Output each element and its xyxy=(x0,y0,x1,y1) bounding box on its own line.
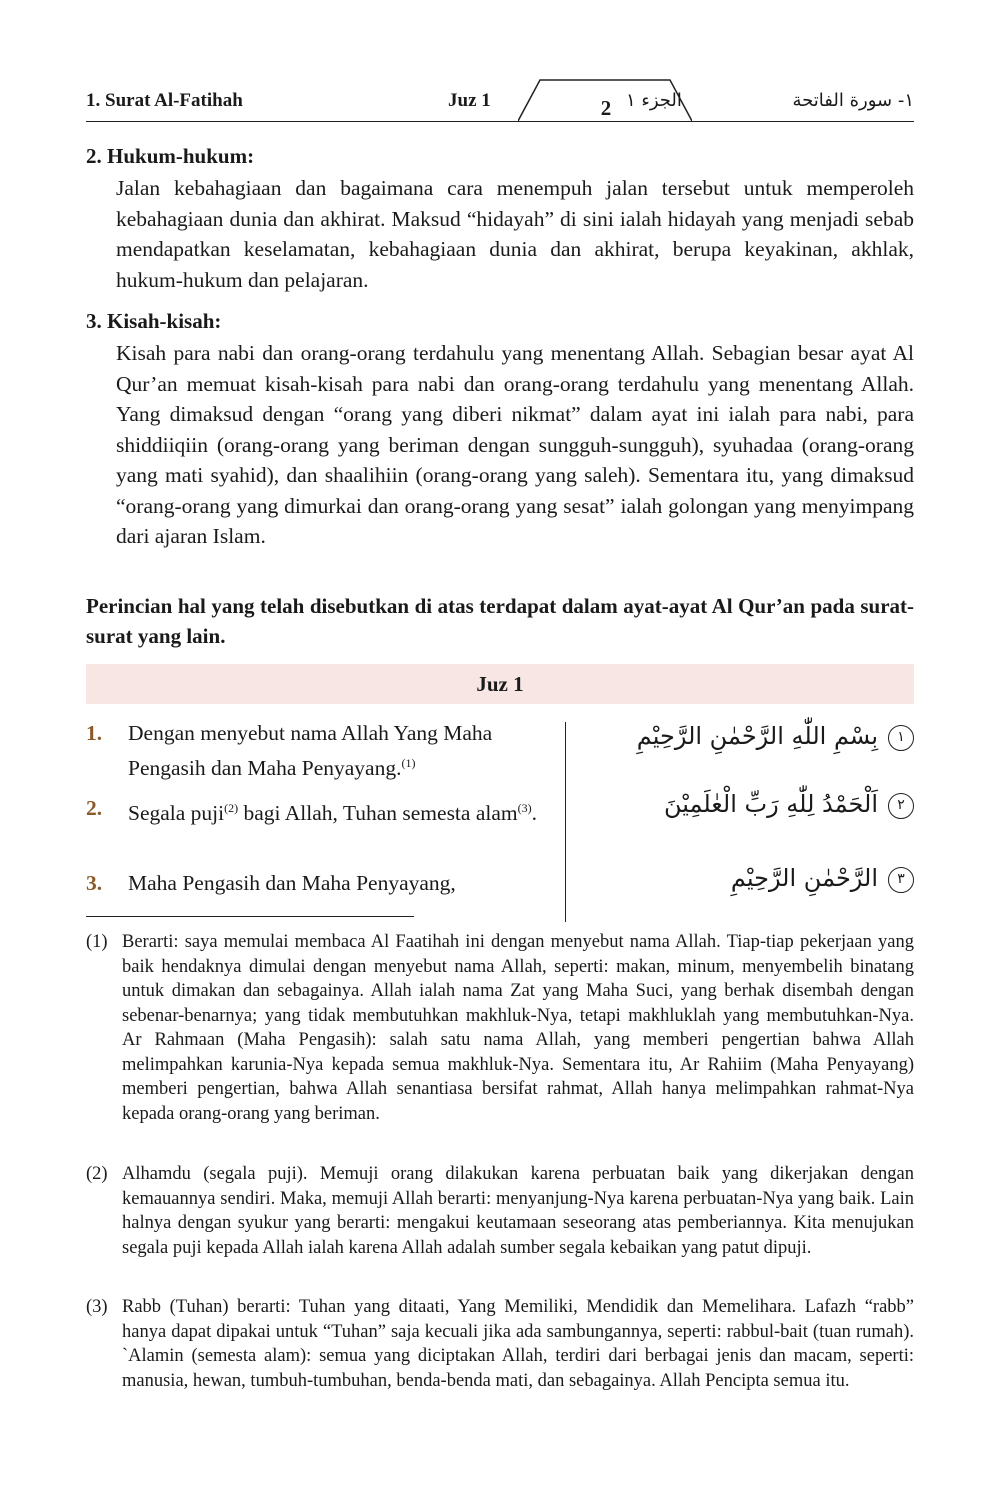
footnote-text: Rabb (Tuhan) berarti: Tuhan yang ditaati, Yang Memiliki, Mendidik dan Memelihara. Lafazh “rabb” hanya dapat dipakai untuk “Tuhan” saja kecuali jika ada sambungannya, seperti: rabbul-bait (tuan rumah). `Alamin (semesta alam): semua yang diciptakan Allah, terdiri dari berbagai jenis dan macam, seperti: manusia, hewan, tumbuh-tumbuhan, benda-benda mati, dan sebagainya. Allah Pencipta semua itu. xyxy=(122,1297,914,1391)
footnote-2 xyxy=(86,1162,914,1260)
section-heading: 2. Hukum-hukum: xyxy=(86,144,255,168)
summary-paragraph: Perincian hal yang telah disebutkan di atas terdapat dalam ayat-ayat Al Qur’an pada surat-surat yang lain. xyxy=(86,594,914,648)
verse-translation-1 xyxy=(86,718,556,783)
column-divider xyxy=(565,722,566,922)
page-number: 2 xyxy=(600,96,612,120)
verse-translation-3 xyxy=(86,868,556,898)
footnote-rule xyxy=(86,916,414,917)
footnote-text: Berarti: saya memulai membaca Al Faatihah ini dengan menyebut nama Allah. Tiap-tiap pekerjaan yang baik hendaknya dimulai dengan menyebut nama Allah, seperti: makan, minum, menyembelih binatang untuk dimakan dan sebagainya. Allah ialah nama Zat yang Maha Suci, yang berhak disembah dengan sebenar-benarnya; yang tidak membutuhkan makhluk-Nya, tetapi makhluklah yang membutuhkan-Nya. Ar Rahmaan (Maha Pengasih): salah satu nama Allah, yang memberi pengertian bahwa Allah melimpahkan karunia-Nya kepada semua makhluk-Nya. Sementara itu, Ar Rahiim (Maha Penyayang) memberi pengertian, bahwa Allah senantiasa bersifat rahmat, Allah hanya melimpahkan rahmat-Nya kepada orang-orang yang beriman. xyxy=(122,932,914,1124)
footnote-ref[interactable]: (2) xyxy=(224,801,239,815)
arabic-verse-3 xyxy=(594,864,914,893)
juz-bar: Juz 1 xyxy=(86,664,914,704)
section-kisah xyxy=(86,309,914,552)
arabic-text: اَلْحَمْدُ لِلّٰهِ رَبِّ الْعٰلَمِيْنَ xyxy=(663,790,878,818)
footnote-key: (3) xyxy=(86,1297,108,1317)
section-body: Jalan kebahagiaan dan bagaimana cara menempuh jalan tersebut untuk memperoleh kebahagiaan dunia dan akhirat. Maksud “hidayah” di sini ialah hidayah yang menjadi sebab mendapatkan keselamatan, kebahagiaan dunia dan akhirat, berupa keyakinan, akhlak, hukum-hukum dan pelajaran. xyxy=(116,176,914,292)
surah-title: 1. Surat Al-Fatihah xyxy=(86,90,243,111)
verse-number: 3. xyxy=(86,871,103,895)
surah-arabic: ١- سورة الفاتحة xyxy=(792,90,914,111)
section-heading: 3. Kisah-kisah: xyxy=(86,309,222,333)
footnote-key: (2) xyxy=(86,1164,108,1184)
verse-number: 1. xyxy=(86,721,103,745)
footnote-1 xyxy=(86,930,914,1126)
verse-text-a: Segala puji xyxy=(128,801,225,826)
footnote-text: Alhamdu (segala puji). Memuji orang dilakukan karena perbuatan baik yang dikerjakan dengan kemauannya sendiri. Maka, memuji Allah berarti: menyanjung-Nya karena perbuatan-Nya yang baik. Lain halnya dengan syukur yang berarti: mengakui keutamaan seseorang atas pemberiannya. Kita menujukan segala puji kepada Allah ialah karena Allah adalah sumber segala kebaikan yang patut dipuji. xyxy=(122,1164,914,1258)
section-body: Kisah para nabi dan orang-orang terdahulu yang menentang Allah. Sebagian besar ayat Al Qur’an memuat kisah-kisah para nabi dan orang-orang terdahulu yang menentang Allah. Yang dimaksud dengan “orang yang diberi nikmat” dalam ayat ini ialah para nabi, para shiddiiqiin (orang-orang yang beriman dengan sungguh-sungguh), syuhadaa (orang-orang yang mati syahid), dan shaalihiin (orang-orang yang saleh). Sementara itu, yang dimaksud “orang-orang yang dimurkai dan orang-orang yang sesat” ialah golongan yang menyimpang dari ajaran Islam. xyxy=(116,341,914,548)
page-header xyxy=(86,88,914,122)
juz-label: Juz 1 xyxy=(448,90,491,111)
arabic-text: بِسْمِ اللّٰهِ الرَّحْمٰنِ الرَّحِيْمِ xyxy=(636,722,878,750)
verse-text: Dengan menyebut nama Allah Yang Maha Pengasih dan Maha Penyayang. xyxy=(128,721,493,781)
verse-text-c: . xyxy=(531,801,537,826)
arabic-verse-1 xyxy=(594,722,914,751)
footnote-ref[interactable]: (3) xyxy=(517,801,532,815)
section-hukum xyxy=(86,144,914,295)
verse-number: 2. xyxy=(86,796,103,820)
verse-text-b: bagi Allah, Tuhan semesta alam xyxy=(238,801,518,826)
header-rule xyxy=(86,121,914,122)
ayah-number-icon: ١ xyxy=(888,725,914,751)
arabic-verse-2 xyxy=(594,790,914,819)
footnote-3 xyxy=(86,1295,914,1393)
footnote-ref[interactable]: (1) xyxy=(401,756,416,770)
footnote-key: (1) xyxy=(86,932,108,952)
ayah-number-icon: ٢ xyxy=(888,793,914,819)
ayah-number-icon: ٣ xyxy=(888,867,914,893)
verse-text: Maha Pengasih dan Maha Penyayang, xyxy=(128,871,456,895)
arabic-text: الرَّحْمٰنِ الرَّحِيْمِ xyxy=(730,864,878,892)
verse-translation-2 xyxy=(86,793,556,828)
juz-arabic: الجزء ١ xyxy=(626,90,682,111)
